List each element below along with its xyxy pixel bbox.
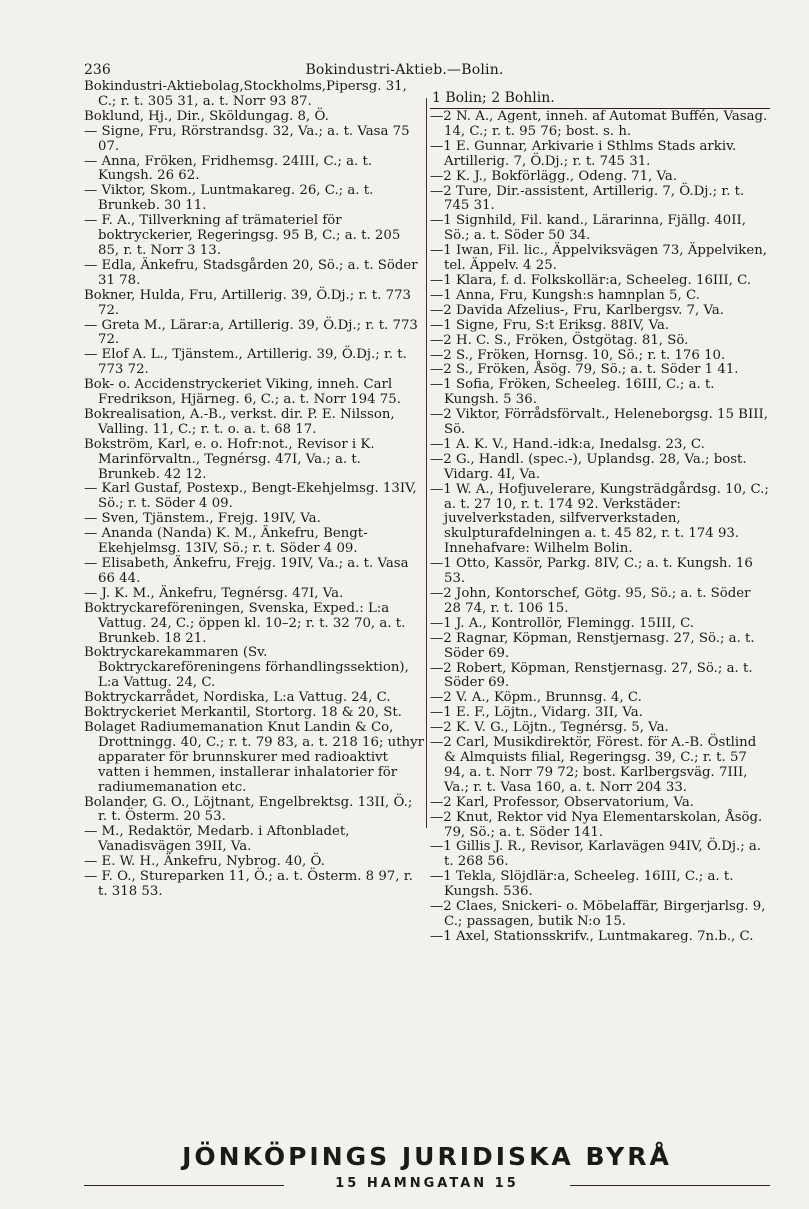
directory-entry: — Elof A. L., Tjänstem., Artillerig. 39, Ö.Dj.; r. t. 773 72. — [84, 347, 407, 378]
right-column-entries — [430, 110, 770, 945]
directory-entry: —1 Tekla, Slöjdlär:a, Scheeleg. 16III, C.; a. t. Kungsh. 536. — [430, 869, 734, 900]
directory-entry: — Greta M., Lärar:a, Artillerig. 39, Ö.Dj.; r. t. 773 72. — [84, 317, 418, 348]
directory-entry: —2 Carl, Musikdirektör, Förest. för A.-B. Östlind & Almquists filial, Regeringsg. 39, C.; r. t. 57 94, a. t. Norr 79 72; bost. Karlbergsväg. 7III, Va.; r. t. Vasa 160, a. t. Norr 204 33. — [430, 735, 757, 795]
directory-entry: —1 Axel, Stationsskrifv., Luntmakareg. 7n.b., C. — [430, 928, 754, 944]
directory-entry: —2 S., Fröken, Hornsg. 10, Sö.; r. t. 176 10. — [430, 347, 726, 363]
directory-entry: —1 Signe, Fru, S:t Eriksg. 88IV, Va. — [430, 317, 670, 333]
directory-entry: —1 W. A., Hofjuvelerare, Kungsträdgårdsg. 10, C.; a. t. 27 10, r. t. 174 92. Verkstäder: juvelverkstaden, silfververkstaden, skulpturafdelningen a. t. 45 82, r. t. 174 93. Innehafvare: Wilhelm Bolin. — [430, 481, 769, 557]
directory-entry: — Edla, Änkefru, Stadsgården 20, Sö.; a. t. Söder 31 78. — [84, 257, 418, 288]
right-column — [430, 80, 770, 945]
left-column — [84, 80, 424, 900]
directory-entry: Boktryckarrådet, Nordiska, L:a Vattug. 24, C. — [84, 690, 391, 706]
column-divider — [426, 98, 427, 828]
directory-entry: —2 N. A., Agent, inneh. af Automat Buffén, Vasag. 14, C.; r. t. 95 76; bost. s. h. — [430, 109, 768, 139]
directory-entry: —2 G., Handl. (spec.-), Uplandsg. 28, Va.; bost. Vidarg. 4I, Va. — [430, 451, 747, 482]
directory-entry: Boktryckareföreningen, Svenska, Exped.: L:a Vattug. 24, C.; öppen kl. 10–2; r. t. 32 70, a. t. Brunkeb. 18 21. — [84, 600, 406, 646]
directory-entry: —1 Iwan, Fil. lic., Äppelviksvägen 73, Äppelviken, tel. Äppelv. 4 25. — [430, 243, 767, 274]
advertiser-name: JÖNKÖPINGS JURIDISKA BYRÅ — [182, 1142, 672, 1171]
directory-entry: — J. K. M., Änkefru, Tegnérsg. 47I, Va. — [84, 585, 344, 601]
directory-entry: — M., Redaktör, Medarb. i Aftonbladet, Vanadisvägen 39II, Va. — [84, 824, 350, 855]
directory-entry: —2 H. C. S., Fröken, Östgötag. 81, Sö. — [430, 332, 689, 348]
directory-entry: — Karl Gustaf, Postexp., Bengt-Ekehjelmsg. 13IV, Sö.; r. t. Söder 4 09. — [84, 481, 417, 512]
directory-entry: —2 Ture, Dir.-assistent, Artillerig. 7, Ö.Dj.; r. t. 745 31. — [430, 183, 745, 214]
directory-entry: — F. O., Stureparken 11, Ö.; a. t. Österm. 8 97, r. t. 318 53. — [84, 869, 413, 899]
directory-entry: Bokindustri-Aktiebolag,Stockholms,Pipersg. 31, C.; r. t. 305 31, a. t. Norr 93 87. — [84, 79, 407, 109]
directory-entry: —1 J. A., Kontrollör, Flemingg. 15III, C. — [430, 615, 695, 631]
directory-entry: — Signe, Fru, Rörstrandsg. 32, Va.; a. t. Vasa 75 07. — [84, 123, 410, 154]
directory-entry: —2 John, Kontorschef, Götg. 95, Sö.; a. t. Söder 28 74, r. t. 106 15. — [430, 586, 751, 616]
directory-entry: —2 V. A., Köpm., Brunnsg. 4, C. — [430, 690, 642, 706]
directory-entry: —2 S., Fröken, Åsög. 79, Sö.; a. t. Söder 1 41. — [430, 362, 739, 378]
directory-entry: —2 Karl, Professor, Observatorium, Va. — [430, 794, 695, 810]
directory-entry: —1 E. Gunnar, Arkivarie i Sthlms Stads arkiv. Artillerig. 7, Ö.Dj.; r. t. 745 31. — [430, 138, 737, 169]
directory-entry: —1 Gillis J. R., Revisor, Karlavägen 94IV, Ö.Dj.; a. t. 268 56. — [430, 839, 762, 870]
directory-entry: — Sven, Tjänstem., Frejg. 19IV, Va. — [84, 511, 321, 527]
directory-entry: Bolander, G. O., Löjtnant, Engelbrektsg. 13II, Ö.; r. t. Österm. 20 53. — [84, 794, 413, 825]
directory-entry: —1 E. F., Löjtn., Vidarg. 3II, Va. — [430, 705, 643, 721]
directory-entry: Boktryckarekammaren (Sv. Boktryckareföreningens förhandlingssektion), L:a Vattug. 24, C. — [84, 645, 409, 691]
directory-entry: —2 Viktor, Förrådsförvalt., Heleneborgsg. 15 BIII, Sö. — [430, 407, 768, 438]
directory-entry: —2 K. V. G., Löjtn., Tegnérsg. 5, Va. — [430, 720, 669, 736]
directory-entry: —1 Otto, Kassör, Parkg. 8IV, C.; a. t. Kungsh. 16 53. — [430, 556, 753, 587]
directory-entry: Bokner, Hulda, Fru, Artillerig. 39, Ö.Dj.; r. t. 773 72. — [84, 287, 411, 318]
directory-entry: —1 Anna, Fru, Kungsh:s hamnplan 5, C. — [430, 287, 700, 303]
directory-entry: — Anna, Fröken, Fridhemsg. 24III, C.; a. t. Kungsh. 26 62. — [84, 153, 373, 184]
directory-entry: — E. W. H., Änkefru, Nybrog. 40, Ö. — [84, 854, 325, 870]
directory-entry: Boktryckeriet Merkantil, Stortorg. 18 & 20, St. — [84, 705, 402, 721]
directory-entry: —1 A. K. V., Hand.-idk:a, Inedalsg. 23, C. — [430, 436, 705, 452]
page-number: 236 — [84, 62, 111, 78]
directory-entry: —2 Knut, Rektor vid Nya Elementarskolan, Åsög. 79, Sö.; a. t. Söder 141. — [430, 809, 763, 840]
directory-entry: —2 K. J., Bokförlägg., Odeng. 71, Va. — [430, 168, 678, 184]
directory-entry: —1 Signhild, Fil. kand., Lärarinna, Fjällg. 40II, Sö.; a. t. Söder 50 34. — [430, 213, 746, 244]
directory-entry: —1 Klara, f. d. Folkskollär:a, Scheeleg. 16III, C. — [430, 272, 752, 288]
column-heading: 1 Bolin; 2 Bohlin. — [430, 88, 770, 109]
directory-entry: Bok- o. Accidenstryckeriet Viking, inneh. Carl Fredrikson, Hjärneg. 6, C.; a. t. Norr 194 75. — [84, 377, 401, 408]
directory-entry: Bokström, Karl, e. o. Hofr:not., Revisor i K. Marinförvaltn., Tegnérsg. 47I, Va.; a. t. Brunkeb. 42 12. — [84, 436, 375, 482]
directory-entry: —2 Ragnar, Köpman, Renstjernasg. 27, Sö.; a. t. Söder 69. — [430, 630, 755, 661]
directory-entry: —2 Robert, Köpman, Renstjernasg. 27, Sö.; a. t. Söder 69. — [430, 660, 753, 691]
advertiser-address-row — [84, 1174, 770, 1196]
directory-entry: —2 Davida Afzelius-, Fru, Karlbergsv. 7, Va. — [430, 302, 724, 318]
advertisement-banner — [84, 1142, 770, 1196]
directory-entry: — Viktor, Skom., Luntmakareg. 26, C.; a. t. Brunkeb. 30 11. — [84, 183, 374, 214]
directory-entry: Boklund, Hj., Dir., Sköldungag. 8, Ö. — [84, 108, 329, 124]
address-rule-right — [570, 1185, 770, 1186]
running-title: Bokindustri-Aktieb.—Bolin. — [305, 62, 504, 78]
directory-entry: — Ananda (Nanda) K. M., Änkefru, Bengt-Ekehjelmsg. 13IV, Sö.; r. t. Söder 4 09. — [84, 526, 368, 557]
directory-entry: — Elisabeth, Änkefru, Frejg. 19IV, Va.; a. t. Vasa 66 44. — [84, 556, 409, 586]
directory-entry: Bolaget Radiumemanation Knut Landin & Co, Drottningg. 40, C.; r. t. 79 83, a. t. 218 16; uthyr apparater för brunnskurer med radioaktivt vatten i hemmen, installerar inhalatorier för radiumemanation etc. — [84, 719, 424, 795]
directory-entry: —2 Claes, Snickeri- o. Möbelaffär, Birgerjarlsg. 9, C.; passagen, butik N:o 15. — [430, 899, 766, 929]
directory-entry: —1 Sofia, Fröken, Scheeleg. 16III, C.; a. t. Kungsh. 5 36. — [430, 377, 715, 408]
directory-entry: — F. A., Tillverkning af trämateriel för boktryckerier, Regeringsg. 95 B, C.; a. t. 205 85, r. t. Norr 3 13. — [84, 213, 401, 258]
advertiser-address: 15 HAMNGATAN 15 — [335, 1176, 519, 1191]
directory-entry: Bokrealisation, A.-B., verkst. dir. P. E. Nilsson, Valling. 11, C.; r. t. o. a. t. 68 17. — [84, 406, 395, 437]
